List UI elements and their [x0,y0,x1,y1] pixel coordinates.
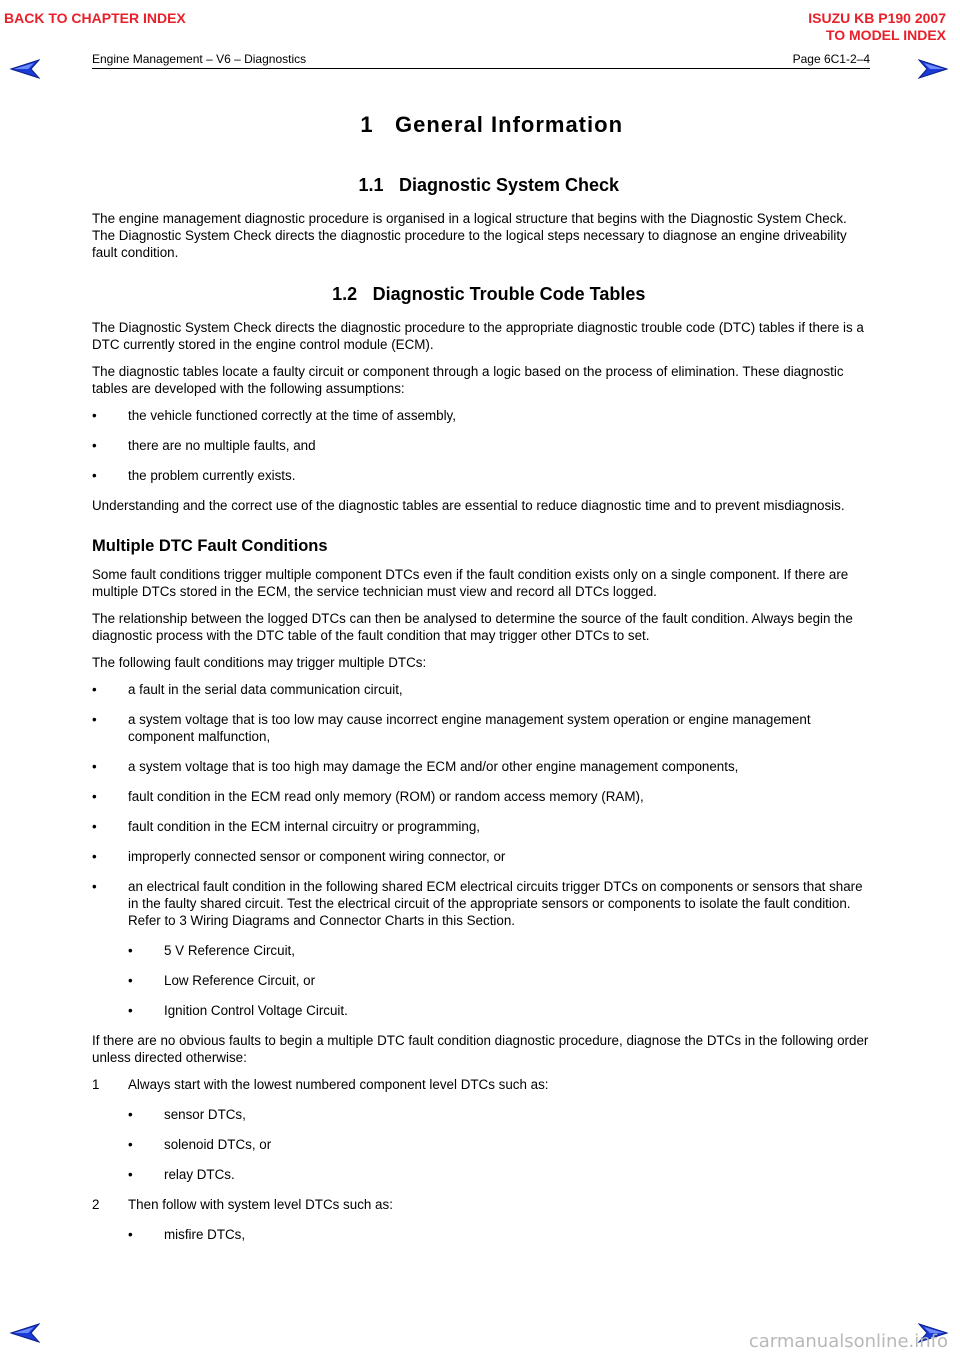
paragraph: The relationship between the logged DTCs can then be analysed to determine the source of the fault condition. Always begin the diagnostic process with the DTC table of the fault condition that may trigger other DTCs to set. [92,611,853,643]
step-text: Always start with the lowest numbered component level DTCs such as: [128,1077,549,1092]
dtc-order-list [92,1076,870,1243]
list-item: • improperly connected sensor or component wiring connector, or [92,848,870,865]
subsection-title: Diagnostic System Check [398,175,620,195]
list-item: • an electrical fault condition in the following shared ECM electrical circuits trigger DTCs on components or sensors that share in the faulty shared circuit. Test the electrical circuit of the appropriate sensors or components to isolate the fault condition. Refer to 3 Wiring Diagrams and Connector Charts in this Section. [92,878,870,929]
step-number: 2 [92,1197,100,1212]
list-item: • Ignition Control Voltage Circuit. [128,1002,870,1019]
step-sub-list [128,1226,870,1243]
list-item: • the problem currently exists. [92,467,870,484]
model-title-link[interactable]: ISUZU KB P190 2007 [808,10,946,26]
list-item: • fault condition in the ECM read only memory (ROM) or random access memory (RAM), [92,788,870,805]
step-text: Then follow with system level DTCs such as: [128,1197,393,1212]
subsection-heading [92,174,870,196]
list-item: • a system voltage that is too high may damage the ECM and/or other engine management components, [92,758,870,775]
paragraph: Some fault conditions trigger multiple component DTCs even if the fault condition exists only on a single component. If there are multiple DTCs stored in the ECM, the service technician must view and record all DTCs logged. [92,567,849,599]
header-title: Engine Management – V6 – Diagnostics [92,52,307,66]
section-heading [92,110,870,140]
to-model-index-link[interactable]: TO MODEL INDEX [825,27,946,43]
list-item: • the vehicle functioned correctly at the time of assembly, [92,407,870,424]
paragraph: The following fault conditions may trigger multiple DTCs: [92,655,427,670]
list-item: • a system voltage that is too low may cause incorrect engine management system operation or engine management component malfunction, [92,711,870,745]
list-item: • 5 V Reference Circuit, [128,942,870,959]
list-item: • a fault in the serial data communication circuit, [92,681,870,698]
step-number: 1 [92,1077,100,1092]
shared-circuit-list [128,942,870,1019]
paragraph: If there are no obvious faults to begin a multiple DTC fault condition diagnostic procedure, diagnose the DTCs in the following order unless directed otherwise: [92,1033,869,1065]
subsection-heading [92,283,870,305]
running-header [92,52,870,69]
section-title: General Information [394,112,624,137]
section-number: 1 [360,112,374,137]
subsection-title: Diagnostic Trouble Code Tables [372,284,646,304]
subsection-number: 1.1 [358,175,384,195]
step-item [92,1196,870,1243]
paragraph: The engine management diagnostic procedure is organised in a logical structure that begins with the Diagnostic System Check. The Diagnostic System Check directs the diagnostic procedure to the logical steps necessary to diagnose an engine driveability fault condition. [92,211,847,260]
model-index-link-group [808,10,946,44]
arrow-left-icon[interactable] [10,1322,40,1344]
list-item: • sensor DTCs, [128,1106,870,1123]
back-to-chapter-index-link[interactable]: BACK TO CHAPTER INDEX [4,10,186,26]
watermark: carmanualsonline.info [748,1331,948,1352]
topic-heading: Multiple DTC Fault Conditions [92,537,328,555]
paragraph: The diagnostic tables locate a faulty circuit or component through a logic based on the process of elimination. These diagnostic tables are developed with the following assumptions: [92,364,844,396]
step-sub-list [128,1106,870,1183]
fault-condition-list [92,681,870,929]
document-body [92,110,870,1256]
paragraph: Understanding and the correct use of the diagnostic tables are essential to reduce diagnostic time and to prevent misdiagnosis. [92,498,845,513]
arrow-left-icon[interactable] [10,58,40,80]
list-item: • relay DTCs. [128,1166,870,1183]
paragraph: The Diagnostic System Check directs the diagnostic procedure to the appropriate diagnostic trouble code (DTC) tables if there is a DTC currently stored in the engine control module (ECM). [92,320,864,352]
list-item: • misfire DTCs, [128,1226,870,1243]
page-number: Page 6C1-2–4 [792,52,870,66]
assumption-list [92,407,870,484]
list-item: • solenoid DTCs, or [128,1136,870,1153]
list-item: • Low Reference Circuit, or [128,972,870,989]
subsection-number: 1.2 [332,284,358,304]
step-item [92,1076,870,1183]
list-item: • there are no multiple faults, and [92,437,870,454]
arrow-right-icon[interactable] [918,58,948,80]
list-item: • fault condition in the ECM internal circuitry or programming, [92,818,870,835]
